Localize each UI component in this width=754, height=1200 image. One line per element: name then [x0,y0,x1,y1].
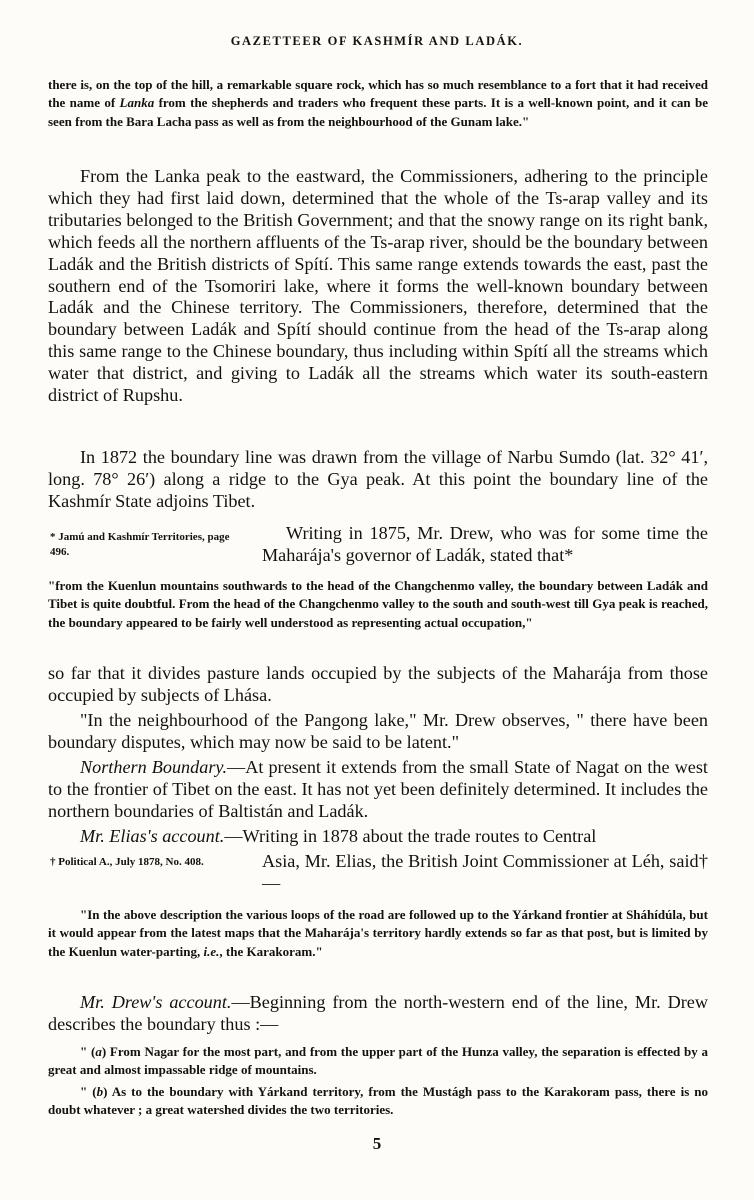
paragraph-pangong: "In the neighbourhood of the Pangong lake," Mr. Drew observes, " there have been boundary disputes, which may now be said to be latent." [48,710,708,752]
quote-elias: "In the above description the various loops of the road are followed up to the Yárkand frontier at Sháhídúla, but it would appear from the latest maps that the Maharája's territory hardly extends so far as that post, but is limited by the Kuenlun water-parting, i.e., the Karakoram." [48,907,708,959]
quote-kuenlun: "from the Kuenlun mountains southwards to the head of the Changchenmo valley, the boundary between Ladák and Tibet is quite doubtful. From the head of the Changchenmo valley to the south and south-west till Gya peak is reached, the boundary appeared to be fairly well understood as representing actual occupation," [48,578,708,630]
paragraph-elias-first-line: Mr. Elias's account.—Writing in 1878 about the trade routes to Central [80,826,597,846]
running-header: GAZETTEER OF KASHMÍR AND LADÁK. [230,34,524,48]
paragraph-elias-continued: Asia, Mr. Elias, the British Joint Commissioner at Léh, said†— [262,851,708,893]
heading-elias-account: Mr. Elias's account. [80,826,225,846]
heading-drew-account: Mr. Drew's account. [80,992,232,1012]
quote-item-b: " (b) As to the boundary with Yárkand territory, from the Mustágh pass to the Karakoram pass, there is no doubt whatever ; a great watershed divides the two territories. [48,1084,708,1118]
sidenote-jamu: * Jamú and Kashmír Territories, page 496. [50,531,230,558]
page-number: 5 [372,1134,382,1153]
sidenote-political: † Political A., July 1878, No. 408. [50,856,204,868]
quote-lanka-emphasis: Lanka [119,95,155,111]
paragraph-1872-boundary: In 1872 the boundary line was drawn from the village of Narbu Sumdo (lat. 32° 41′, long. 78° 26′) along a ridge to the Gya peak. At this point the boundary line of the Kashmír State adjoins Tibet. [48,447,708,511]
paragraph-drew-account: Mr. Drew's account.—Beginning from the north-western end of the line, Mr. Drew describes the boundary thus :— [48,992,708,1034]
heading-northern-boundary: Northern Boundary. [80,757,228,777]
paragraph-pasture: so far that it divides pasture lands occupied by the subjects of the Maharája from those occupied by subjects of Lhása. [48,663,708,705]
paragraph-drew-intro: Writing in 1875, Mr. Drew, who was for some time the Maharája's governor of Ladák, stated that* [262,523,708,565]
paragraph-northern-boundary: Northern Boundary.—At present it extends from the small State of Nagat on the west to the frontier of Tibet on the east. It has not yet been definitely determined. It includes the northern boundaries of Baltistán and Ladák. [48,757,708,821]
item-b-label: b [96,1084,104,1099]
quote-item-a: " (a) From Nagar for the most part, and from the upper part of the Hunza valley, the separation is effected by a great and almost impassable ridge of mountains. [48,1044,708,1078]
item-a-label: a [95,1044,102,1059]
paragraph-lanka-peak: From the Lanka peak to the eastward, the Commissioners, adhering to the principle which they had first laid down, determined that the whole of the Ts-arap valley and its tributaries belonged to the British Government; and that the snowy range on its right bank, which feeds all the northern affluents of the Ts-arap river, should be the boundary between Ladák and the British districts of Spítí. This same range extends towards the east, past the southern end of the Tsomoriri lake, where it forms the well-known boundary between Ladák and the Chinese territory. The Commissioners, therefore, determined that the boundary between Ladák and Spítí should continue from the head of the Ts-arap along this same range to the Chinese boundary, thus including within Spítí all the streams which water that district, and giving to Ladák all the streams which water its south-eastern district of Rupshu. [48,166,708,406]
quote-lanka: there is, on the top of the hill, a remarkable square rock, which has so much resemblance to a fort that it had received the name of Lanka from the shepherds and traders who frequent these parts. It is a well-known point, and it can be seen from the Bara Lacha pass as well as from the neighbourhood of the Gunam lake." [48,77,708,129]
quote-elias-emphasis: i.e. [203,943,220,959]
